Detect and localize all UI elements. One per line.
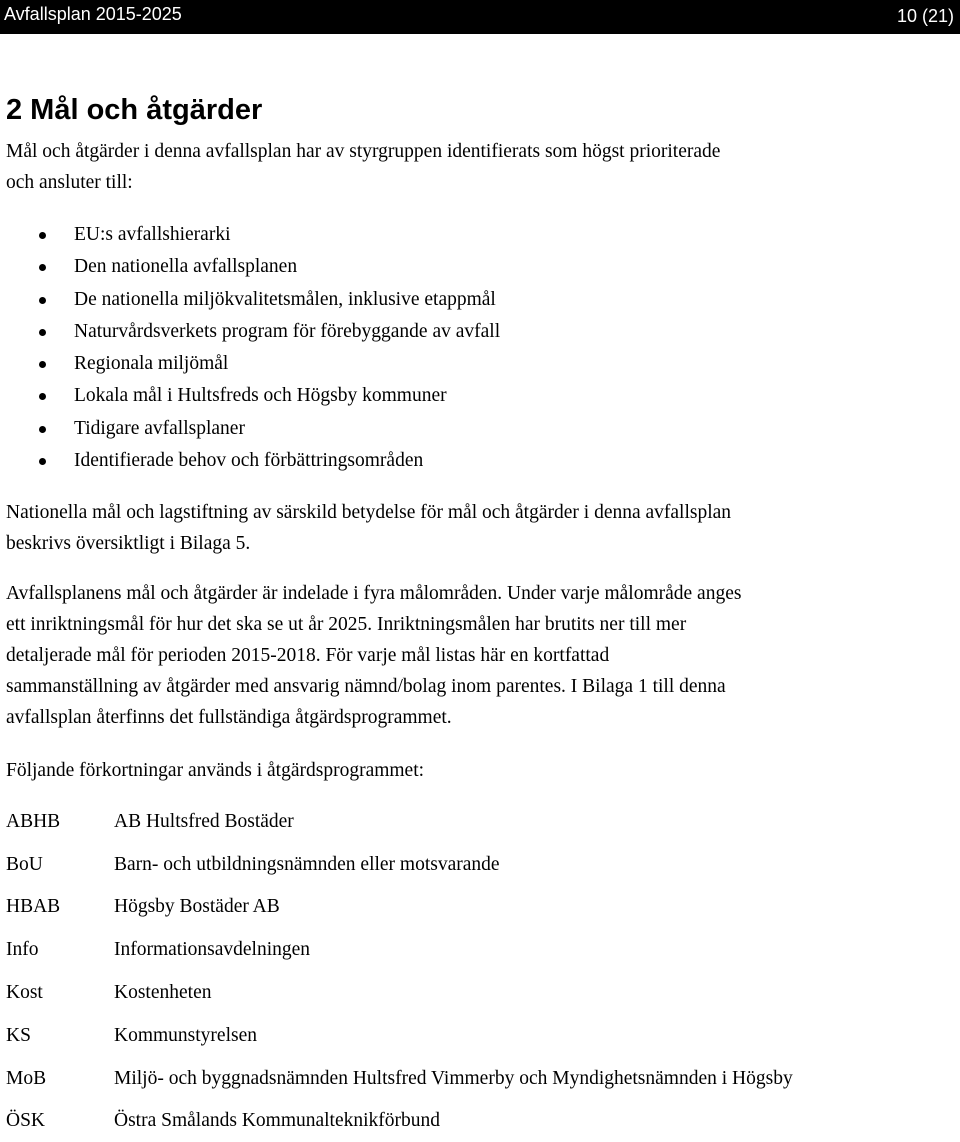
- bullet-icon: [39, 458, 46, 465]
- page-number: 10 (21): [896, 6, 954, 26]
- bullet-icon: [39, 393, 46, 400]
- abbreviation-meaning: Kostenheten: [114, 982, 212, 1004]
- abbreviation-code: Kost: [6, 982, 43, 1004]
- bullet-icon: [39, 329, 46, 336]
- paragraph-line: ett inriktningsmål för hur det ska se ut år 2025. Inriktningsmålen har brutits ner till mer: [6, 614, 687, 635]
- abbreviation-meaning: Kommunstyrelsen: [114, 1024, 257, 1046]
- paragraph-line: detaljerade mål för perioden 2015-2018. För varje mål listas här en kortfattad: [6, 645, 610, 666]
- list-item-text: Lokala mål i Hultsfreds och Högsby kommuner: [74, 385, 447, 407]
- abbreviation-code: ÖSK: [6, 1110, 46, 1132]
- abbreviations-table: [6, 800, 793, 1142]
- table-row: [6, 886, 793, 929]
- page-header: [0, 0, 960, 34]
- abbreviation-meaning: Miljö- och byggnadsnämnden Hultsfred Vimmerby och Myndighetsnämnden i Högsby: [114, 1067, 793, 1089]
- bullet-icon: [39, 361, 46, 368]
- bullet-icon: [39, 264, 46, 271]
- goal-areas-paragraph: [6, 578, 946, 733]
- table-row: [6, 928, 793, 971]
- abbreviation-code: HBAB: [6, 896, 61, 918]
- list-item-text: Tidigare avfallsplaner: [74, 417, 245, 439]
- list-item: [0, 413, 500, 445]
- paragraph-line: sammanställning av åtgärder med ansvarig nämnd/bolag inom parentes. I Bilaga 1 till denna: [6, 676, 726, 697]
- list-item-text: Regionala miljömål: [74, 353, 229, 375]
- list-item-text: Den nationella avfallsplanen: [74, 256, 298, 278]
- bullet-icon: [39, 426, 46, 433]
- table-row: [6, 843, 793, 886]
- paragraph-line: avfallsplan återfinns det fullständiga åtgärdsprogrammet.: [6, 707, 452, 728]
- bullet-icon: [39, 232, 46, 239]
- paragraph-line: beskrivs översiktligt i Bilaga 5.: [6, 533, 251, 554]
- list-item-text: De nationella miljökvalitetsmålen, inklusive etappmål: [74, 288, 496, 310]
- table-row: [6, 1100, 793, 1142]
- intro-line: Mål och åtgärder i denna avfallsplan har av styrgruppen identifierats som högst prioriterade: [6, 141, 721, 162]
- section-heading: 2 Mål och åtgärder: [6, 94, 263, 126]
- list-item: [0, 348, 500, 380]
- intro-line: och ansluter till:: [6, 172, 133, 193]
- abbreviation-code: ABHB: [6, 810, 61, 832]
- list-item: [0, 284, 500, 316]
- paragraph-line: Avfallsplanens mål och åtgärder är indelade i fyra målområden. Under varje målområde anges: [6, 583, 742, 604]
- list-item-text: EU:s avfallshierarki: [74, 224, 231, 245]
- abbreviation-meaning: Högsby Bostäder AB: [114, 896, 280, 918]
- table-row: [6, 1014, 793, 1057]
- list-item: [0, 316, 500, 348]
- list-item-text: Naturvårdsverkets program för förebyggande av avfall: [74, 320, 501, 342]
- abbreviation-meaning: Östra Smålands Kommunalteknikförbund: [114, 1110, 441, 1132]
- abbreviation-code: MoB: [6, 1067, 47, 1089]
- list-item-text: Identifierade behov och förbättringsområden: [74, 450, 424, 472]
- abbreviation-code: KS: [6, 1024, 31, 1046]
- list-item: [0, 445, 500, 477]
- abbreviation-code: BoU: [6, 853, 43, 875]
- abbreviation-meaning: AB Hultsfred Bostäder: [114, 810, 294, 832]
- table-row: [6, 1057, 793, 1100]
- abbreviation-meaning: Barn- och utbildningsnämnden eller motsvarande: [114, 853, 500, 875]
- abbreviation-meaning: Informationsavdelningen: [114, 939, 311, 961]
- table-row: [6, 800, 793, 843]
- intro-paragraph: [6, 136, 946, 198]
- table-row: [6, 971, 793, 1014]
- abbreviations-intro: Följande förkortningar används i åtgärdsprogrammet:: [6, 760, 425, 781]
- list-item: [0, 219, 500, 251]
- abbreviation-code: Info: [6, 939, 39, 961]
- national-goals-paragraph: [6, 497, 946, 559]
- list-item: [0, 380, 500, 412]
- list-item: [0, 251, 500, 283]
- paragraph-line: Nationella mål och lagstiftning av särskild betydelse för mål och åtgärder i denna avfallsplan: [6, 502, 732, 523]
- bullet-icon: [39, 297, 46, 304]
- document-title: Avfallsplan 2015-2025: [4, 4, 182, 24]
- bullet-list: [0, 219, 500, 477]
